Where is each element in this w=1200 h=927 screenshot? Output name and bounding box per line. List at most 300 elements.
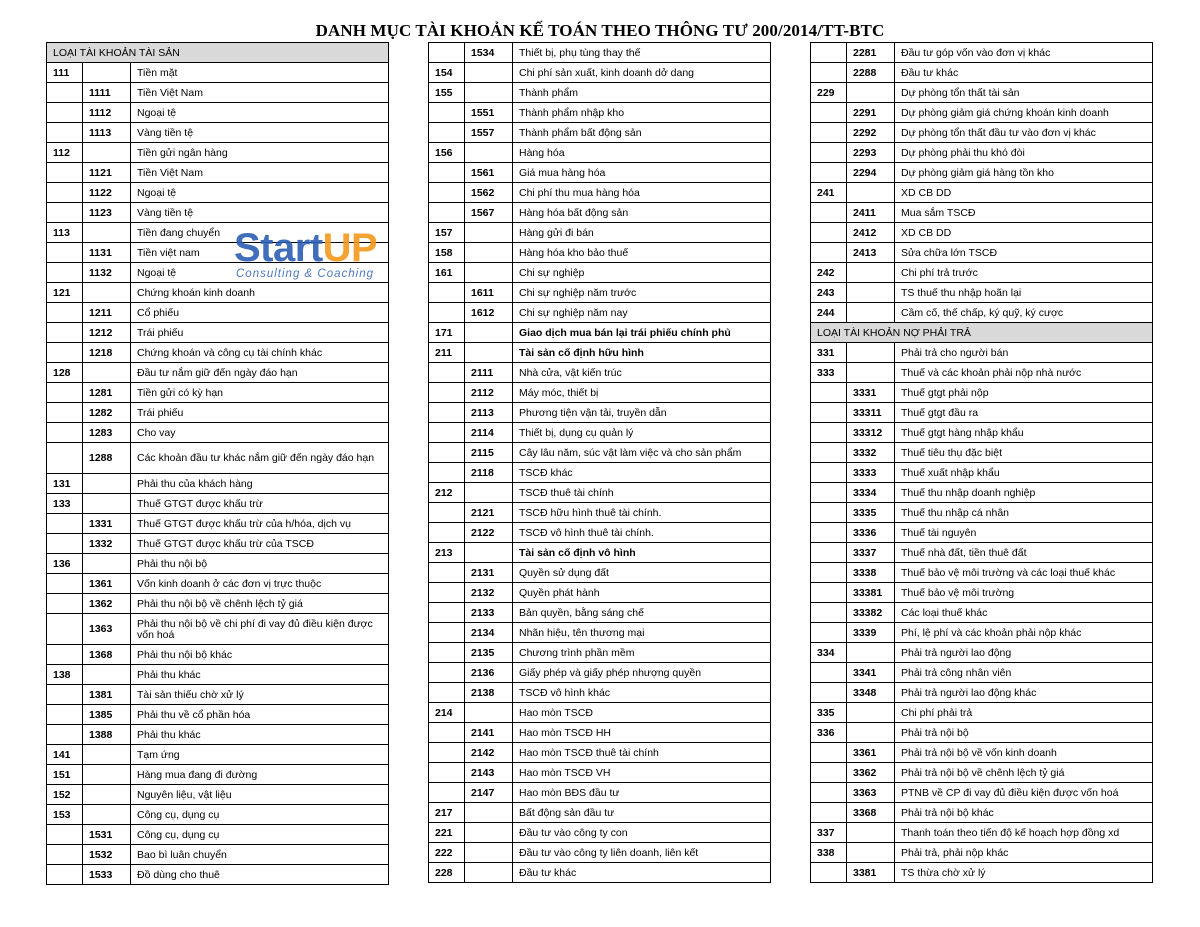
- sub-account-code: [847, 723, 895, 743]
- account-name: Ngoại tệ: [131, 103, 389, 123]
- account-row: [47, 443, 389, 474]
- account-code: [429, 583, 465, 603]
- account-row: [811, 83, 1153, 103]
- account-row: [47, 845, 389, 865]
- sub-account-code: 33312: [847, 423, 895, 443]
- account-row: [47, 363, 389, 383]
- account-row: [429, 323, 771, 343]
- sub-account-code: [847, 643, 895, 663]
- account-row: [429, 403, 771, 423]
- account-name: Đầu tư khác: [895, 63, 1153, 83]
- account-code: [47, 594, 83, 614]
- account-row: [47, 534, 389, 554]
- sub-account-code: [847, 263, 895, 283]
- sub-account-code: 1111: [83, 83, 131, 103]
- account-row: [47, 203, 389, 223]
- account-code: [47, 725, 83, 745]
- sub-account-code: 1533: [83, 865, 131, 885]
- sub-account-code: [83, 223, 131, 243]
- account-row: [47, 805, 389, 825]
- account-code: [429, 623, 465, 643]
- sub-account-code: 3335: [847, 503, 895, 523]
- account-name: Đồ dùng cho thuê: [131, 865, 389, 885]
- sub-account-code: 1212: [83, 323, 131, 343]
- account-name: Mua sắm TSCĐ: [895, 203, 1153, 223]
- account-name: Phải trả công nhân viên: [895, 663, 1153, 683]
- account-name: TS thuế thu nhập hoãn lại: [895, 283, 1153, 303]
- account-code: [429, 723, 465, 743]
- sub-account-code: 2138: [465, 683, 513, 703]
- section-header: LOẠI TÀI KHOẢN NỢ PHẢI TRẢ: [811, 323, 1153, 343]
- sub-account-code: 2121: [465, 503, 513, 523]
- account-code: 152: [47, 785, 83, 805]
- account-name: Tạm ứng: [131, 745, 389, 765]
- account-code: [47, 614, 83, 645]
- sub-account-code: 1557: [465, 123, 513, 143]
- account-row: [429, 683, 771, 703]
- account-name: Quyền phát hành: [513, 583, 771, 603]
- account-name: Công cụ, dụng cụ: [131, 805, 389, 825]
- account-name: Phải trả nội bộ về chênh lệch tỷ giá: [895, 763, 1153, 783]
- account-code: [811, 443, 847, 463]
- account-code: 171: [429, 323, 465, 343]
- account-code: 211: [429, 343, 465, 363]
- section-header: LOẠI TÀI KHOẢN TÀI SẢN: [47, 43, 389, 63]
- account-row: [811, 463, 1153, 483]
- account-table: [810, 42, 1153, 883]
- account-row: [429, 103, 771, 123]
- sub-account-code: 1567: [465, 203, 513, 223]
- sub-account-code: 1288: [83, 443, 131, 474]
- account-name: Tiền mặt: [131, 63, 389, 83]
- sub-account-code: 1551: [465, 103, 513, 123]
- account-name: Thuế tài nguyên: [895, 523, 1153, 543]
- account-code: 242: [811, 263, 847, 283]
- account-row: [429, 583, 771, 603]
- sub-account-code: [83, 363, 131, 383]
- account-code: 221: [429, 823, 465, 843]
- account-row: [47, 283, 389, 303]
- account-name: Phải trả người lao động: [895, 643, 1153, 663]
- account-name: Phải thu về cổ phần hóa: [131, 705, 389, 725]
- account-name: Phải trả nội bộ khác: [895, 803, 1153, 823]
- sub-account-code: 3363: [847, 783, 895, 803]
- sub-account-code: 2134: [465, 623, 513, 643]
- account-name: Thanh toán theo tiến độ kế hoạch hợp đồng xd: [895, 823, 1153, 843]
- account-name: Thuế GTGT được khấu trừ: [131, 494, 389, 514]
- account-row: [429, 543, 771, 563]
- sub-account-code: [83, 785, 131, 805]
- account-name: Tiền Việt Nam: [131, 163, 389, 183]
- sub-account-code: 1218: [83, 343, 131, 363]
- account-name: Thuế xuất nhập khẩu: [895, 463, 1153, 483]
- sub-account-code: 1532: [83, 845, 131, 865]
- account-code: [429, 643, 465, 663]
- account-row: [811, 403, 1153, 423]
- account-code: 334: [811, 643, 847, 663]
- account-code: [811, 403, 847, 423]
- account-row: [811, 483, 1153, 503]
- account-code: [811, 683, 847, 703]
- account-row: [47, 665, 389, 685]
- account-code: [47, 243, 83, 263]
- account-table: [46, 42, 389, 885]
- account-row: [429, 643, 771, 663]
- account-code: [811, 243, 847, 263]
- account-row: [429, 423, 771, 443]
- account-name: Thuế gtgt đầu ra: [895, 403, 1153, 423]
- account-name: Trái phiếu: [131, 403, 389, 423]
- account-code: 338: [811, 843, 847, 863]
- account-row: [47, 765, 389, 785]
- account-name: PTNB về CP đi vay đủ điều kiện được vốn hoá: [895, 783, 1153, 803]
- account-code: 161: [429, 263, 465, 283]
- sub-account-code: 1123: [83, 203, 131, 223]
- account-name: Thuế GTGT được khấu trừ của TSCĐ: [131, 534, 389, 554]
- sub-account-code: 3338: [847, 563, 895, 583]
- account-name: Ngoại tệ: [131, 263, 389, 283]
- sub-account-code: [465, 243, 513, 263]
- account-name: Tài sản cố định vô hình: [513, 543, 771, 563]
- account-row: [47, 343, 389, 363]
- account-row: [811, 183, 1153, 203]
- account-row: [811, 603, 1153, 623]
- account-name: Hàng hóa kho bảo thuế: [513, 243, 771, 263]
- sub-account-code: 3337: [847, 543, 895, 563]
- sub-account-code: 1121: [83, 163, 131, 183]
- account-code: [429, 463, 465, 483]
- sub-account-code: 3362: [847, 763, 895, 783]
- account-row: [811, 643, 1153, 663]
- account-code: [429, 683, 465, 703]
- account-row: [47, 554, 389, 574]
- account-code: [429, 363, 465, 383]
- account-name: Chi phí sản xuất, kinh doanh dở dang: [513, 63, 771, 83]
- sub-account-code: 1132: [83, 263, 131, 283]
- account-name: Sửa chữa lớn TSCĐ: [895, 243, 1153, 263]
- account-code: [47, 183, 83, 203]
- account-name: Thành phẩm nhập kho: [513, 103, 771, 123]
- sub-account-code: [465, 83, 513, 103]
- account-name: Chi phí trả trước: [895, 263, 1153, 283]
- account-name: TS thừa chờ xử lý: [895, 863, 1153, 883]
- account-name: Thuế bảo vệ môi trường và các loại thuế khác: [895, 563, 1153, 583]
- account-code: [811, 763, 847, 783]
- account-name: Tài sản cố định hữu hình: [513, 343, 771, 363]
- account-code: [811, 383, 847, 403]
- account-row: [429, 343, 771, 363]
- sub-account-code: [465, 143, 513, 163]
- account-row: [47, 614, 389, 645]
- account-code: [429, 783, 465, 803]
- account-row: [47, 403, 389, 423]
- account-row: [47, 383, 389, 403]
- account-row: [811, 683, 1153, 703]
- sub-account-code: 1122: [83, 183, 131, 203]
- account-code: 222: [429, 843, 465, 863]
- account-row: [429, 283, 771, 303]
- account-name: Thuế gtgt phải nộp: [895, 383, 1153, 403]
- account-row: [811, 843, 1153, 863]
- sub-account-code: [465, 703, 513, 723]
- page-title: DANH MỤC TÀI KHOẢN KẾ TOÁN THEO THÔNG TƯ 200/2014/TT-BTC: [315, 21, 885, 40]
- account-name: TSCĐ khác: [513, 463, 771, 483]
- sub-account-code: [465, 863, 513, 883]
- account-name: Hàng hóa bất động sản: [513, 203, 771, 223]
- account-name: Thuế nhà đất, tiền thuê đất: [895, 543, 1153, 563]
- account-row: [429, 623, 771, 643]
- account-row: [811, 223, 1153, 243]
- account-row: [429, 603, 771, 623]
- sub-account-code: [847, 823, 895, 843]
- account-name: Hao mòn TSCĐ HH: [513, 723, 771, 743]
- account-name: Tài sản thiếu chờ xử lý: [131, 685, 389, 705]
- account-name: Hao mòn TSCĐ VH: [513, 763, 771, 783]
- account-row: [47, 303, 389, 323]
- account-code: [811, 483, 847, 503]
- account-name: Tiền gửi có kỳ hạn: [131, 383, 389, 403]
- account-code: [811, 163, 847, 183]
- sub-account-code: 2135: [465, 643, 513, 663]
- sub-account-code: 2113: [465, 403, 513, 423]
- account-name: TSCĐ hữu hình thuê tài chính.: [513, 503, 771, 523]
- account-code: [811, 103, 847, 123]
- sub-account-code: 2281: [847, 43, 895, 63]
- account-row: [47, 123, 389, 143]
- account-code: [47, 163, 83, 183]
- account-name: Thiết bị, phụ tùng thay thế: [513, 43, 771, 63]
- account-row: [47, 785, 389, 805]
- sub-account-code: 2111: [465, 363, 513, 383]
- account-code: [811, 223, 847, 243]
- account-row: [811, 163, 1153, 183]
- account-row: [47, 514, 389, 534]
- sub-account-code: 1281: [83, 383, 131, 403]
- account-name: Chi phí thu mua hàng hóa: [513, 183, 771, 203]
- sub-account-code: 2293: [847, 143, 895, 163]
- account-code: [429, 763, 465, 783]
- account-row: [429, 663, 771, 683]
- sub-account-code: 3336: [847, 523, 895, 543]
- account-name: XD CB DD: [895, 223, 1153, 243]
- account-name: Hao mòn BĐS đầu tư: [513, 783, 771, 803]
- account-row: [811, 103, 1153, 123]
- sub-account-code: [465, 223, 513, 243]
- account-code: [47, 123, 83, 143]
- account-code: [811, 423, 847, 443]
- account-code: [811, 123, 847, 143]
- sub-account-code: 3334: [847, 483, 895, 503]
- account-name: Hao mòn TSCĐ thuê tài chính: [513, 743, 771, 763]
- account-name: Chi sự nghiệp năm nay: [513, 303, 771, 323]
- account-code: [429, 163, 465, 183]
- account-code: 214: [429, 703, 465, 723]
- account-row: [811, 623, 1153, 643]
- account-row: [811, 203, 1153, 223]
- account-code: 136: [47, 554, 83, 574]
- account-code: [811, 503, 847, 523]
- account-row: [811, 283, 1153, 303]
- account-name: TSCĐ vô hình thuê tài chính.: [513, 523, 771, 543]
- account-name: Các khoản đầu tư khác nắm giữ đến ngày đáo hạn: [131, 443, 389, 474]
- account-name: Dự phòng tổn thất tài sản: [895, 83, 1153, 103]
- sub-account-code: 1612: [465, 303, 513, 323]
- sub-account-code: 1283: [83, 423, 131, 443]
- account-name: Tiền Việt Nam: [131, 83, 389, 103]
- column-liabilities: [810, 42, 1153, 883]
- account-code: 333: [811, 363, 847, 383]
- sub-account-code: 1211: [83, 303, 131, 323]
- account-name: Phải thu nội bộ khác: [131, 645, 389, 665]
- sub-account-code: 3381: [847, 863, 895, 883]
- sub-account-code: [83, 554, 131, 574]
- account-code: [429, 743, 465, 763]
- account-row: [811, 443, 1153, 463]
- account-name: Giao dịch mua bán lại trái phiếu chính phủ: [513, 323, 771, 343]
- account-name: Phải trả người lao động khác: [895, 683, 1153, 703]
- account-row: [811, 823, 1153, 843]
- account-name: Phải thu khác: [131, 725, 389, 745]
- account-name: Trái phiếu: [131, 323, 389, 343]
- account-code: 155: [429, 83, 465, 103]
- account-code: [811, 523, 847, 543]
- sub-account-code: 1361: [83, 574, 131, 594]
- account-row: [429, 143, 771, 163]
- sub-account-code: 1282: [83, 403, 131, 423]
- sub-account-code: 2291: [847, 103, 895, 123]
- account-name: Đầu tư nắm giữ đến ngày đáo hạn: [131, 363, 389, 383]
- account-name: Thuế bảo vệ môi trường: [895, 583, 1153, 603]
- account-code: 212: [429, 483, 465, 503]
- account-name: Chương trình phần mềm: [513, 643, 771, 663]
- sub-account-code: 3339: [847, 623, 895, 643]
- sub-account-code: [847, 83, 895, 103]
- account-row: [47, 825, 389, 845]
- account-name: Thuế thu nhập doanh nghiệp: [895, 483, 1153, 503]
- account-row: [47, 594, 389, 614]
- account-row: [47, 494, 389, 514]
- account-name: Bất động sản đầu tư: [513, 803, 771, 823]
- account-code: 153: [47, 805, 83, 825]
- account-name: Phải thu khác: [131, 665, 389, 685]
- account-name: Vàng tiền tệ: [131, 123, 389, 143]
- account-row: [47, 323, 389, 343]
- account-code: [811, 543, 847, 563]
- account-code: [47, 103, 83, 123]
- sub-account-code: 3333: [847, 463, 895, 483]
- account-code: [429, 663, 465, 683]
- account-row: [47, 163, 389, 183]
- account-code: [47, 705, 83, 725]
- account-code: [811, 583, 847, 603]
- sub-account-code: [83, 143, 131, 163]
- account-row: [429, 43, 771, 63]
- sub-account-code: [847, 343, 895, 363]
- account-code: [811, 623, 847, 643]
- account-name: Đầu tư khác: [513, 863, 771, 883]
- account-row: [429, 723, 771, 743]
- account-name: Tiền đang chuyển: [131, 223, 389, 243]
- account-code: 337: [811, 823, 847, 843]
- account-row: [811, 383, 1153, 403]
- account-name: Chi sự nghiệp năm trước: [513, 283, 771, 303]
- account-row: [811, 143, 1153, 163]
- account-name: Dự phòng tổn thất đầu tư vào đơn vị khác: [895, 123, 1153, 143]
- sub-account-code: [83, 665, 131, 685]
- account-code: [429, 503, 465, 523]
- account-code: 158: [429, 243, 465, 263]
- account-row: [811, 423, 1153, 443]
- account-name: Thành phẩm: [513, 83, 771, 103]
- account-code: 336: [811, 723, 847, 743]
- account-name: TSCĐ thuê tài chính: [513, 483, 771, 503]
- account-code: [811, 563, 847, 583]
- sub-account-code: 2141: [465, 723, 513, 743]
- sub-account-code: [83, 283, 131, 303]
- sub-account-code: 3361: [847, 743, 895, 763]
- account-row: [429, 843, 771, 863]
- sub-account-code: 1112: [83, 103, 131, 123]
- account-code: 335: [811, 703, 847, 723]
- account-code: [47, 514, 83, 534]
- sub-account-code: 1363: [83, 614, 131, 645]
- account-name: Dự phòng phải thu khó đòi: [895, 143, 1153, 163]
- startup-logo: [232, 228, 402, 284]
- sub-account-code: 1531: [83, 825, 131, 845]
- account-name: Chi sự nghiệp: [513, 263, 771, 283]
- account-code: [811, 143, 847, 163]
- account-row: [811, 583, 1153, 603]
- account-row: [429, 223, 771, 243]
- account-code: 228: [429, 863, 465, 883]
- account-name: Nhà cửa, vật kiến trúc: [513, 363, 771, 383]
- account-name: Ngoại tệ: [131, 183, 389, 203]
- account-name: Cầm cố, thế chấp, ký quỹ, ký cược: [895, 303, 1153, 323]
- account-name: Dự phòng giảm giá chứng khoán kinh doanh: [895, 103, 1153, 123]
- account-name: Phí, lệ phí và các khoản phải nộp khác: [895, 623, 1153, 643]
- sub-account-code: 2133: [465, 603, 513, 623]
- account-code: 121: [47, 283, 83, 303]
- account-row: [811, 803, 1153, 823]
- account-code: 217: [429, 803, 465, 823]
- account-row: [811, 723, 1153, 743]
- account-name: Phải thu nội bộ về chênh lệch tỷ giá: [131, 594, 389, 614]
- account-code: [47, 534, 83, 554]
- logo-tagline: Consulting & Coaching: [236, 268, 374, 280]
- column-assets: [46, 42, 389, 885]
- account-name: Đầu tư vào công ty con: [513, 823, 771, 843]
- account-name: Phương tiện vận tải, truyền dẫn: [513, 403, 771, 423]
- account-code: 243: [811, 283, 847, 303]
- account-row: [47, 745, 389, 765]
- account-row: [811, 243, 1153, 263]
- account-code: 241: [811, 183, 847, 203]
- sub-account-code: 2118: [465, 463, 513, 483]
- account-code: [429, 283, 465, 303]
- account-name: Nhãn hiệu, tên thương mại: [513, 623, 771, 643]
- sub-account-code: 33311: [847, 403, 895, 423]
- sub-account-code: 33382: [847, 603, 895, 623]
- account-code: 154: [429, 63, 465, 83]
- sub-account-code: 2142: [465, 743, 513, 763]
- account-name: Cây lâu năm, súc vật làm việc và cho sản phẩm: [513, 443, 771, 463]
- account-code: [47, 825, 83, 845]
- account-code: 151: [47, 765, 83, 785]
- account-row: [811, 63, 1153, 83]
- account-row: [429, 243, 771, 263]
- sub-account-code: [465, 543, 513, 563]
- sub-account-code: 2294: [847, 163, 895, 183]
